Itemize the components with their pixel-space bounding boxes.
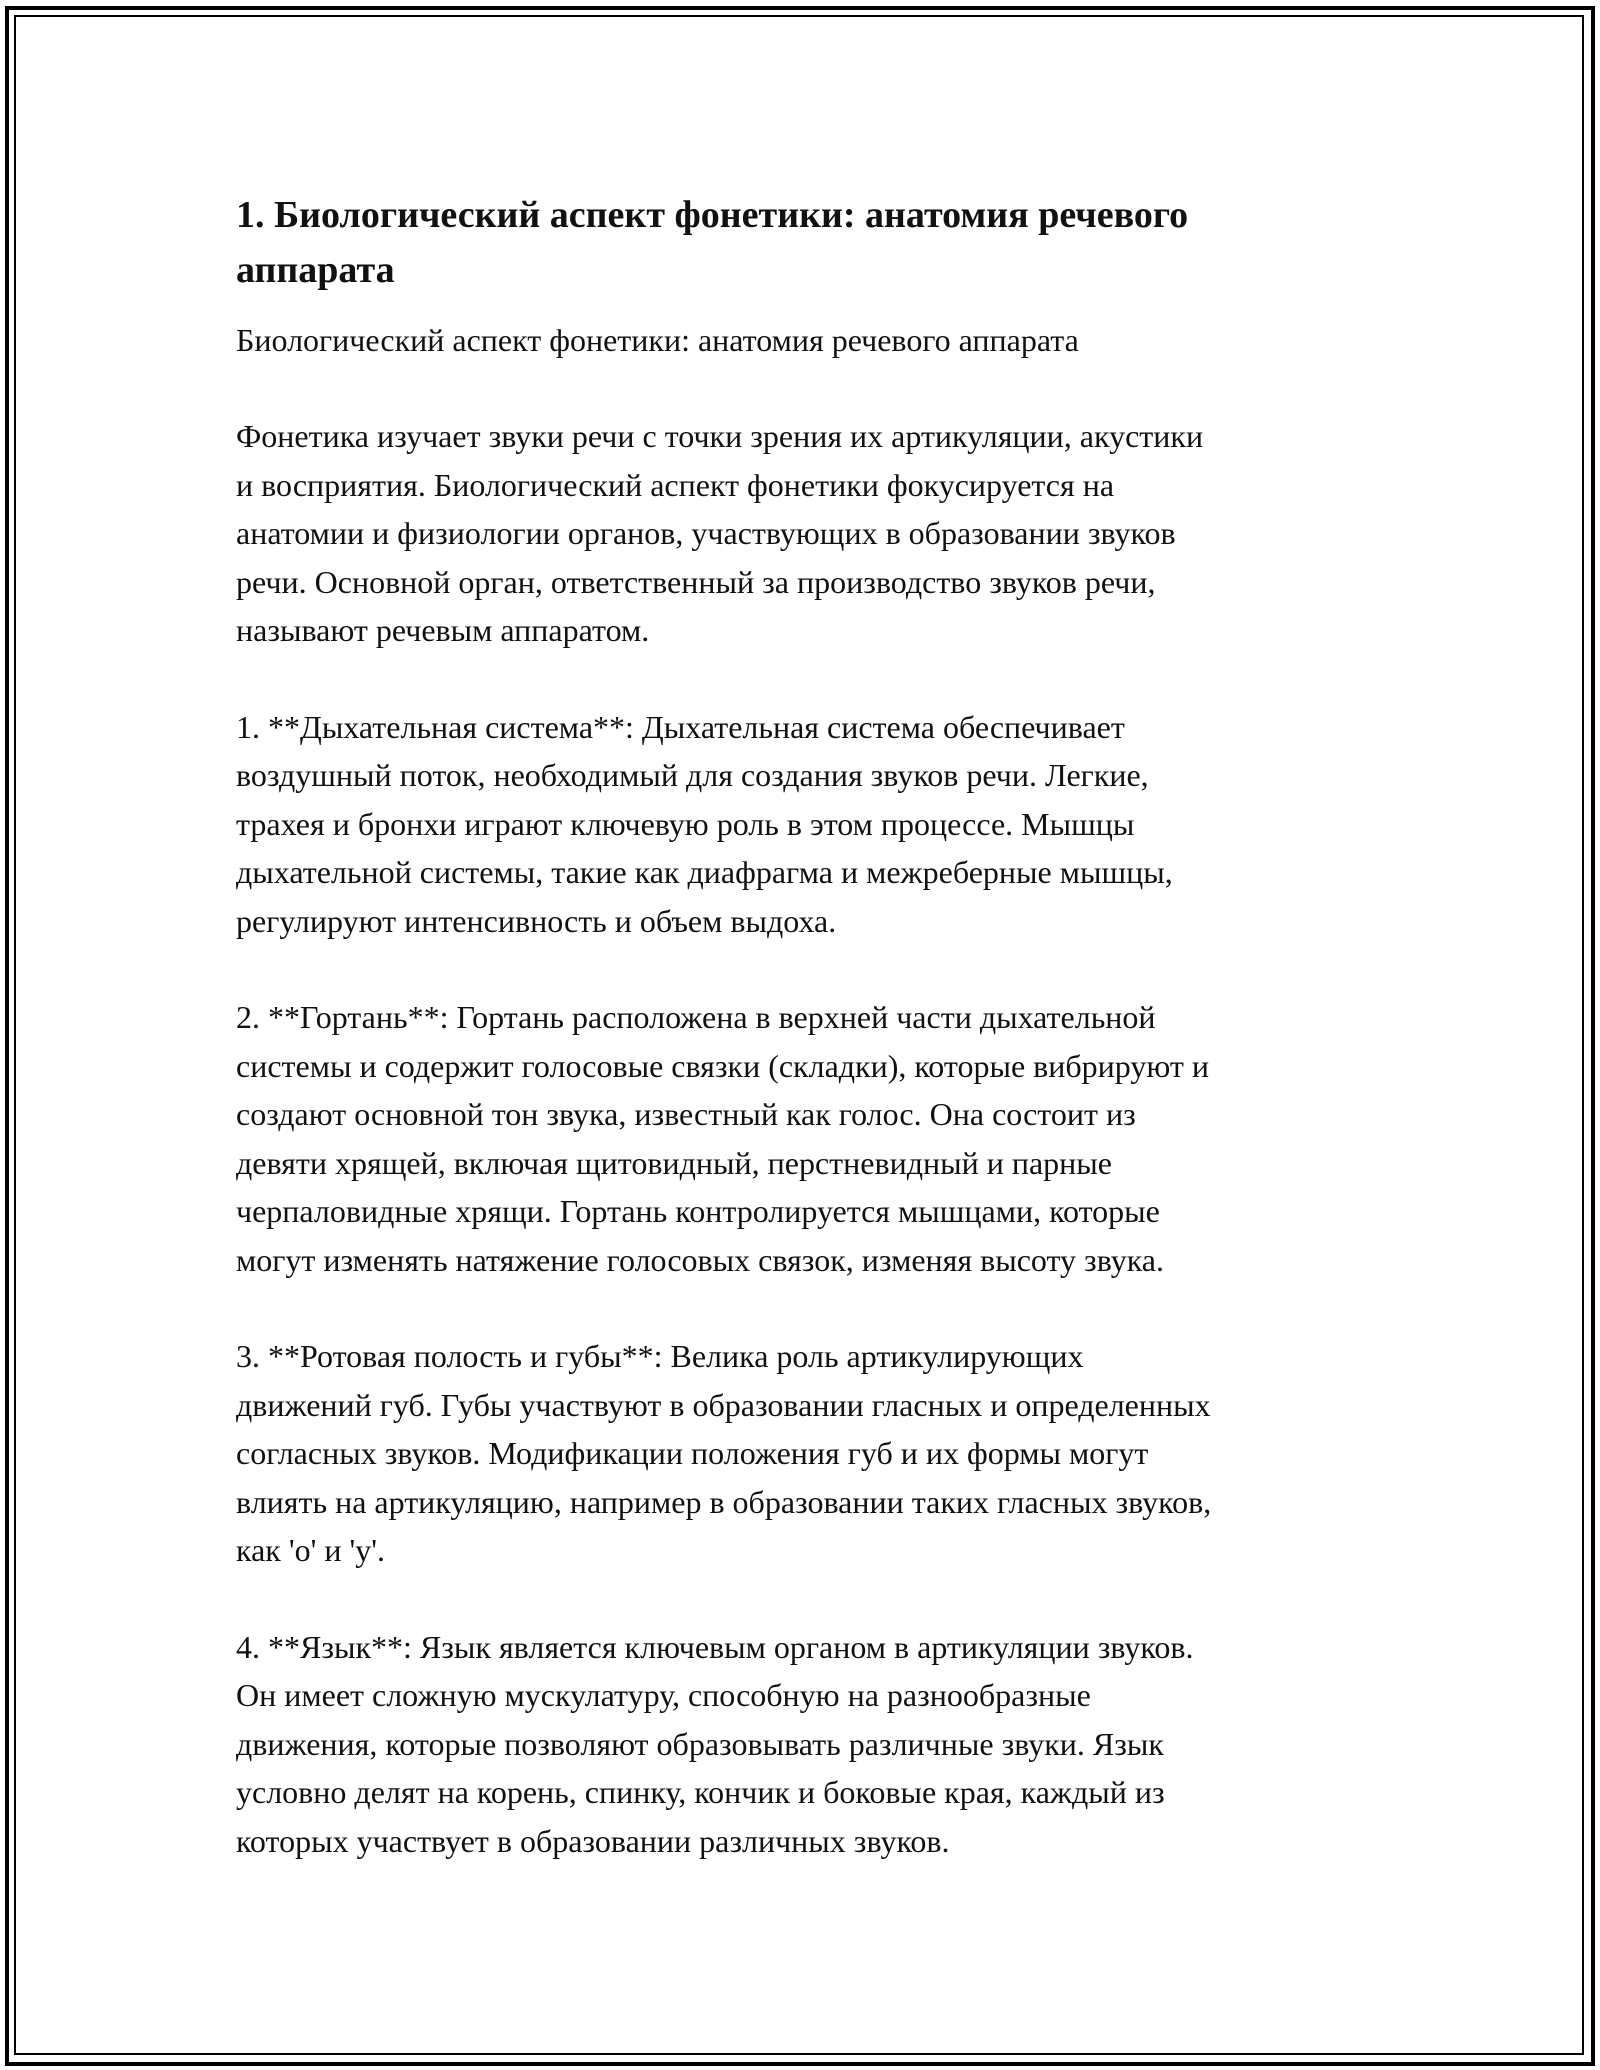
paragraph-intro: Фонетика изучает звуки речи с точки зрения их артикуляции, акустики и восприятия. Биологический аспект фонетики фокусируется на анатомии и физиологии органов, участвующих в образовании звуков речи. Основной орган, ответственный за производство звуков речи, называют речевым аппаратом. (236, 418, 1204, 648)
paragraph-larynx: 2. **Гортань**: Гортань расположена в верхней части дыхательной системы и содержит голосовые связки (складки), которые вибрируют и создают основной тон звука, известный как голос. Она состоит из девяти хрящей, включая щитовидный, перстневидный и парные черпаловидные хрящи. Гортань контролируется мышцами, которые могут изменять натяжение голосовых связок, изменяя высоту звука. (236, 999, 1209, 1278)
paragraph-respiratory-system: 1. **Дыхательная система**: Дыхательная система обеспечивает воздушный поток, необходимый для создания звуков речи. Легкие, трахея и бронхи играют ключевую роль в этом процессе. Мышцы дыхательной системы, такие как диафрагма и межреберные мышцы, регулируют интенсивность и объем выдоха. (236, 708, 1173, 939)
document-body (236, 188, 1371, 1865)
paragraph-tongue: 4. **Язык**: Язык является ключевым органом в артикуляции звуков. Он имеет сложную мускулатуру, способную на разнообразные движения, которые позволяют образовывать различные звуки. Язык условно делят на корень, спинку, кончик и боковые края, каждый из которых участвует в образовании различных звуков. (236, 1628, 1194, 1859)
section-subtitle: Биологический аспект фонетики: анатомия речевого аппарата (236, 322, 1079, 358)
section-heading: 1. Биологический аспект фонетики: анатомия речевого аппарата (236, 194, 1189, 291)
paragraph-oral-cavity-lips: 3. **Ротовая полость и губы**: Велика роль артикулирующих движений губ. Губы участвуют в образовании гласных и определенных согласных звуков. Модификации положения губ и их формы могут влиять на артикуляцию, например в образовании таких гласных звуков, как 'о' и 'у'. (236, 1338, 1212, 1568)
